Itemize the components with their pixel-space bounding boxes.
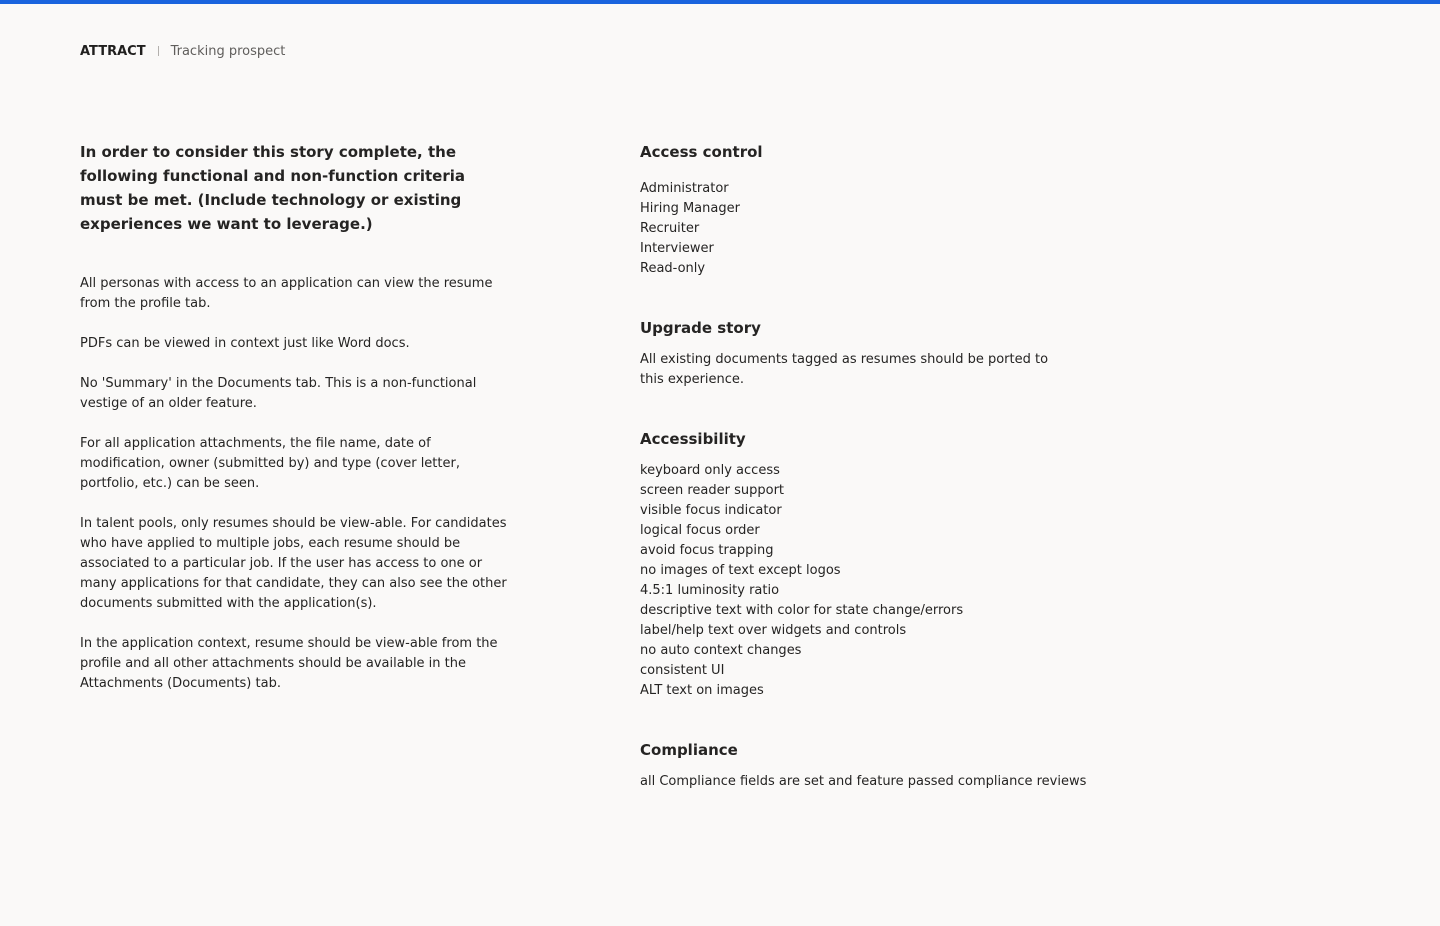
access-role-item: Recruiter	[640, 221, 700, 236]
breadcrumb-divider	[158, 46, 159, 56]
accessibility-section	[640, 427, 1070, 701]
access-role-item: Interviewer	[640, 241, 714, 256]
accessibility-item: ALT text on images	[640, 683, 764, 698]
access-role-item: Read-only	[640, 261, 706, 276]
brand-name[interactable]: ATTRACT	[80, 43, 146, 59]
accessibility-list	[640, 461, 1070, 701]
compliance-text: all Compliance fields are set and feature passed compliance reviews	[640, 774, 1087, 789]
access-role-item: Administrator	[640, 181, 729, 196]
accessibility-item: 4.5:1 luminosity ratio	[640, 583, 780, 598]
breadcrumb-current: Tracking prospect	[170, 43, 286, 59]
header-breadcrumb	[80, 41, 285, 61]
upgrade-story-section	[640, 316, 1070, 390]
criteria-column	[80, 140, 520, 714]
details-column	[640, 140, 1087, 792]
accessibility-item: no images of text except logos	[640, 563, 841, 578]
criteria-item: All personas with access to an application can view the resume from the profile tab.	[80, 276, 493, 311]
accessibility-item: label/help text over widgets and controls	[640, 623, 907, 638]
accessibility-item: logical focus order	[640, 523, 760, 538]
accessibility-item: visible focus indicator	[640, 503, 782, 518]
intro-heading: In order to consider this story complete, the following functional and non-function criteria must be met. (Include technology or existing experiences we want to leverage.)	[80, 143, 465, 233]
access-role-item: Hiring Manager	[640, 201, 740, 216]
accessibility-item: descriptive text with color for state change/errors	[640, 603, 964, 618]
access-control-list	[640, 179, 1070, 279]
criteria-list	[80, 274, 520, 694]
accessibility-item: avoid focus trapping	[640, 543, 774, 558]
accessibility-item: keyboard only access	[640, 463, 780, 478]
access-control-title: Access control	[640, 143, 763, 161]
compliance-title: Compliance	[640, 741, 738, 759]
criteria-item: For all application attachments, the file name, date of modification, owner (submitted by) and type (cover letter, portfolio, etc.) can be seen.	[80, 436, 460, 491]
criteria-item: In talent pools, only resumes should be view-able. For candidates who have applied to multiple jobs, each resume should be associated to a particular job. If the user has access to one or many applications for that candidate, they can also see the other documents submitted with the application(s).	[80, 516, 507, 611]
accessibility-item: screen reader support	[640, 483, 785, 498]
top-accent-bar	[0, 0, 1440, 4]
access-control-section	[640, 140, 1070, 279]
accessibility-item: no auto context changes	[640, 643, 802, 658]
compliance-section	[640, 738, 1087, 792]
accessibility-item: consistent UI	[640, 663, 725, 678]
accessibility-title: Accessibility	[640, 430, 746, 448]
upgrade-story-text: All existing documents tagged as resumes should be ported to this experience.	[640, 352, 1049, 387]
criteria-item: No 'Summary' in the Documents tab. This is a non-functional vestige of an older feature.	[80, 376, 477, 411]
upgrade-story-title: Upgrade story	[640, 319, 761, 337]
criteria-item: PDFs can be viewed in context just like Word docs.	[80, 336, 410, 351]
criteria-item: In the application context, resume should be view-able from the profile and all other attachments should be available in the Attachments (Documents) tab.	[80, 636, 498, 691]
